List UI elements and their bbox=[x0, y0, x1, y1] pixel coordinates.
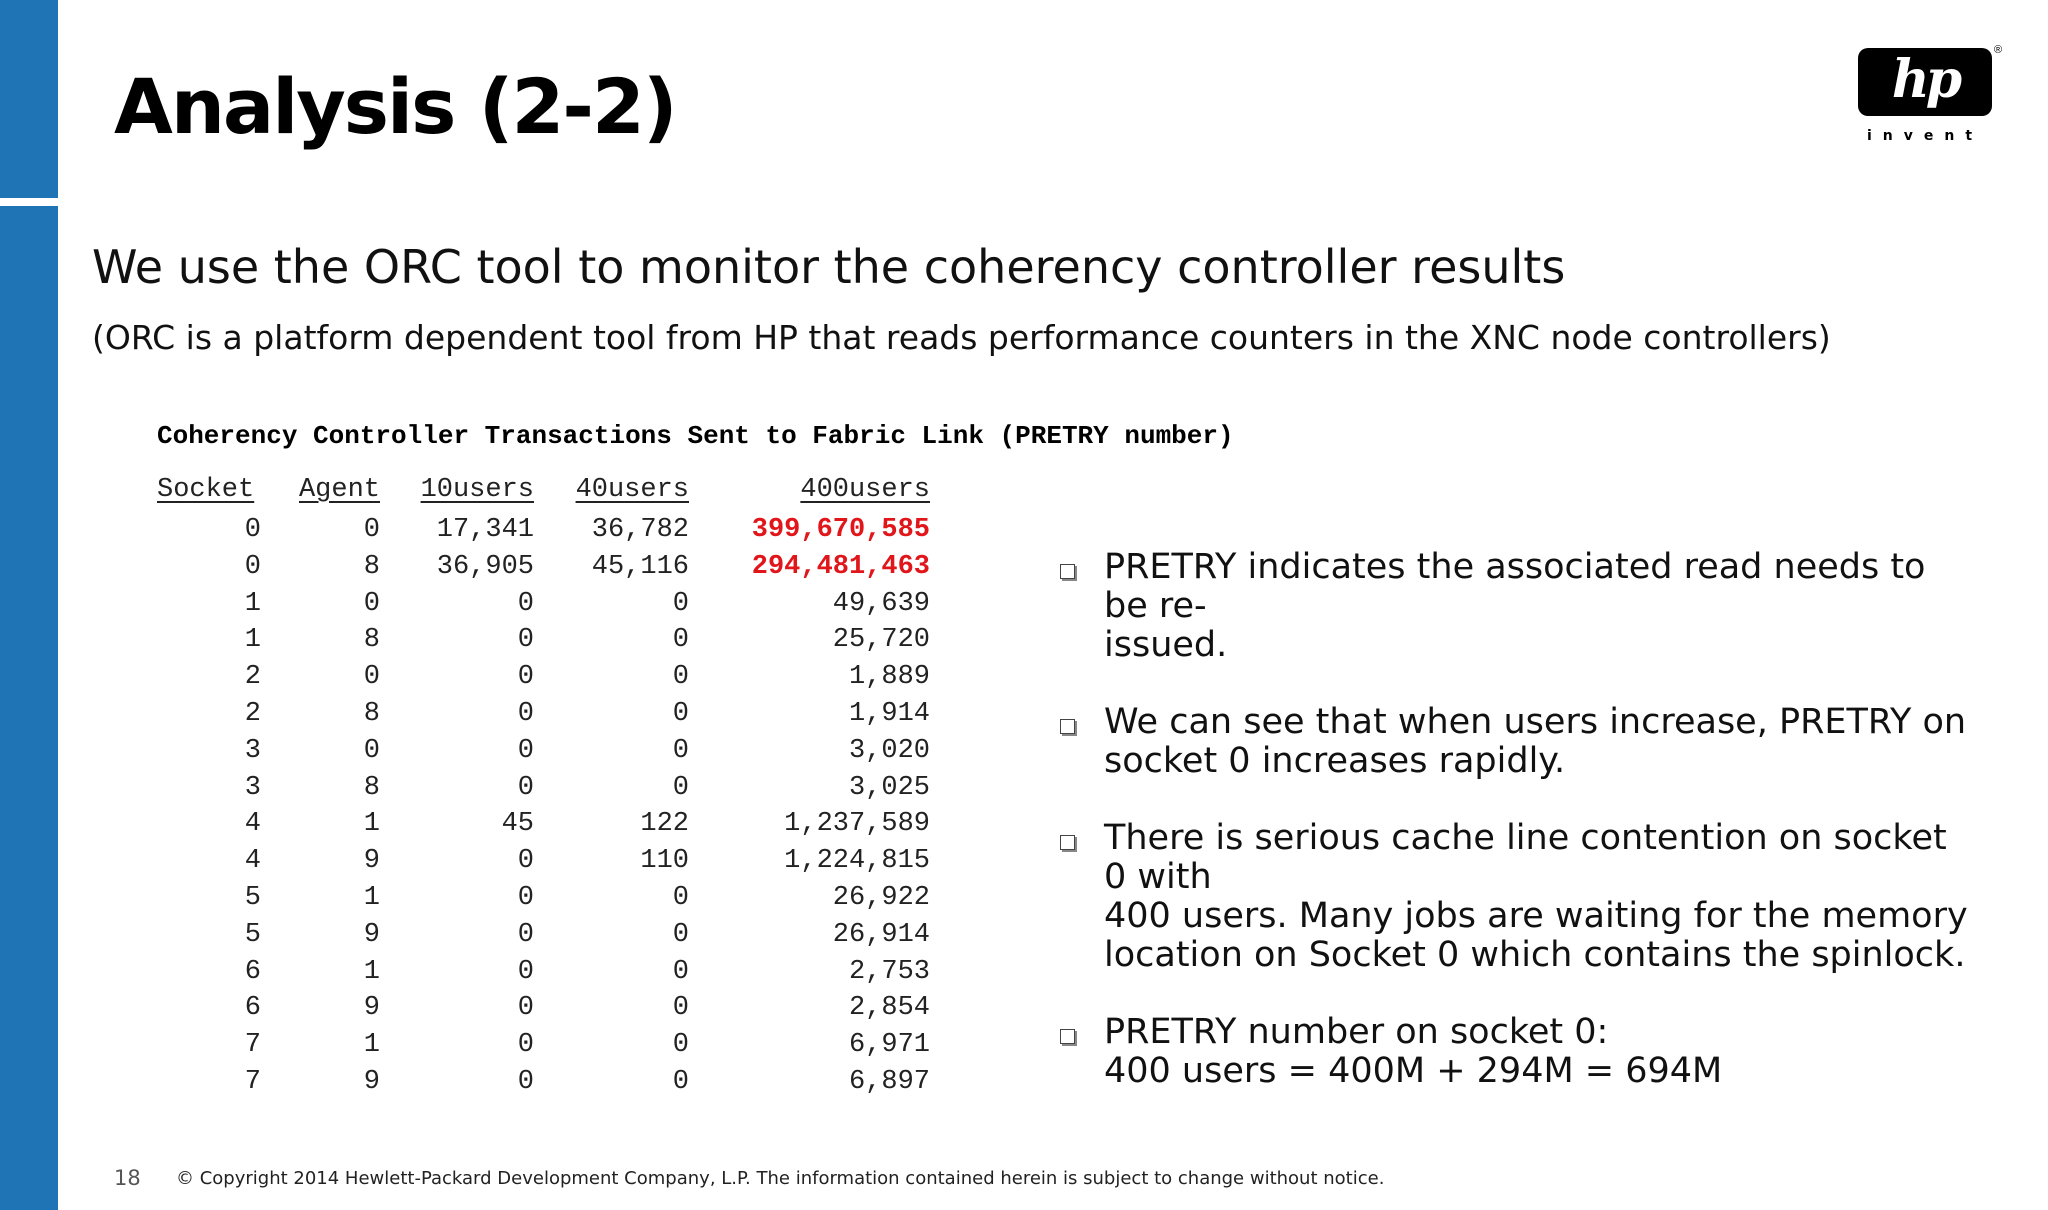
table-cell: 1 bbox=[363, 882, 380, 913]
header-agent: Agent bbox=[298, 475, 380, 505]
table-cell: 1 bbox=[363, 809, 380, 840]
table-cell: 0 bbox=[363, 662, 380, 693]
table-cell: 6,897 bbox=[848, 1066, 930, 1097]
table-cell: 6 bbox=[244, 993, 261, 1024]
table-cell: 26,922 bbox=[832, 882, 930, 913]
table-cell: 0 bbox=[244, 515, 261, 545]
table-cell: 0 bbox=[672, 993, 689, 1024]
checkbox-bullet-icon bbox=[1060, 564, 1075, 579]
table-cell: 0 bbox=[517, 993, 534, 1024]
table-cell: 36,782 bbox=[591, 515, 689, 545]
table-cell: 1,237,589 bbox=[784, 809, 930, 840]
table-cell: 0 bbox=[672, 662, 689, 693]
table-cell: 45,116 bbox=[591, 551, 689, 582]
bullet-line: PRETRY number on socket 0: bbox=[1104, 1012, 1609, 1052]
table-cell: 4 bbox=[244, 809, 261, 840]
table-cell: 0 bbox=[517, 698, 534, 729]
header-400users: 400users bbox=[800, 475, 930, 505]
table-cell: 1,914 bbox=[848, 698, 930, 729]
table-cell: 0 bbox=[517, 919, 534, 950]
hp-logo-registered: ® bbox=[1994, 44, 2003, 56]
table-cell: 0 bbox=[517, 588, 534, 619]
table-cell: 9 bbox=[363, 846, 380, 877]
table-cell: 122 bbox=[640, 809, 689, 840]
table-cell: 0 bbox=[672, 919, 689, 950]
table-cell: 3,025 bbox=[848, 772, 930, 803]
table-cell: 2 bbox=[244, 662, 261, 693]
table-caption: Coherency Controller Transactions Sent to Fabric Link (PRETRY number) bbox=[157, 421, 1234, 451]
bullet-line: location on Socket 0 which contains the spinlock. bbox=[1104, 935, 1966, 975]
bullet-line: PRETRY indicates the associated read needs to be re- bbox=[1104, 547, 1926, 626]
table-cell: 0 bbox=[672, 772, 689, 803]
table-cell: 8 bbox=[363, 625, 380, 656]
table-cell: 25,720 bbox=[832, 625, 930, 656]
table-cell: 4 bbox=[244, 846, 261, 877]
slide-title: Analysis (2-2) bbox=[114, 62, 676, 151]
table-cell: 3 bbox=[244, 772, 261, 803]
table-cell: 8 bbox=[363, 551, 380, 582]
checkbox-bullet-icon bbox=[1060, 719, 1075, 734]
bullet-item bbox=[1060, 1013, 1980, 1091]
table-cell: 6,971 bbox=[848, 1030, 930, 1061]
bullet-line: socket 0 increases rapidly. bbox=[1104, 741, 1566, 781]
table-cell: 399,670,585 bbox=[751, 515, 930, 545]
table-cell: 7 bbox=[244, 1066, 261, 1097]
table-cell: 0 bbox=[672, 956, 689, 987]
table-cell: 0 bbox=[517, 625, 534, 656]
hp-logo-tagline: invent bbox=[1866, 128, 1984, 144]
hp-logo-mark: hp bbox=[1891, 49, 1959, 110]
table-cell: 0 bbox=[672, 1030, 689, 1061]
bullet-line: 400 users = 400M + 294M = 694M bbox=[1104, 1051, 1723, 1091]
accent-bar-side bbox=[0, 206, 58, 1210]
copyright-notice: © Copyright 2014 Hewlett-Packard Development Company, L.P. The information contained herein is subject to change without notice. bbox=[176, 1168, 1385, 1189]
table-cell: 0 bbox=[363, 588, 380, 619]
slide-subtitle: We use the ORC tool to monitor the coherency controller results bbox=[92, 240, 1566, 294]
table-cell: 0 bbox=[517, 882, 534, 913]
bullet-line: 400 users. Many jobs are waiting for the memory bbox=[1104, 896, 1968, 936]
table-cell: 0 bbox=[517, 772, 534, 803]
bullet-line: issued. bbox=[1104, 625, 1228, 665]
checkbox-bullet-icon bbox=[1060, 1029, 1075, 1044]
checkbox-bullet-icon bbox=[1060, 835, 1075, 850]
table-cell: 1 bbox=[363, 1030, 380, 1061]
accent-bar-top bbox=[0, 0, 58, 198]
table-cell: 0 bbox=[517, 1066, 534, 1097]
table-cell: 17,341 bbox=[436, 515, 534, 545]
table-cell: 2 bbox=[244, 698, 261, 729]
table-cell: 0 bbox=[517, 735, 534, 766]
table-cell: 0 bbox=[672, 882, 689, 913]
table-cell: 8 bbox=[363, 698, 380, 729]
table-cell: 0 bbox=[672, 735, 689, 766]
bullet-item bbox=[1060, 703, 1980, 781]
bullet-line: There is serious cache line contention on socket 0 with bbox=[1104, 818, 1947, 897]
table-cell: 2,753 bbox=[848, 956, 930, 987]
table-cell: 3 bbox=[244, 735, 261, 766]
table-cell: 0 bbox=[672, 588, 689, 619]
table-cell: 2,854 bbox=[848, 993, 930, 1024]
slide-subnote: (ORC is a platform dependent tool from HP that reads performance counters in the XNC node controllers) bbox=[92, 318, 1831, 357]
table-cell: 0 bbox=[517, 956, 534, 987]
table-cell: 0 bbox=[672, 698, 689, 729]
header-socket: Socket bbox=[157, 475, 255, 505]
table-cell: 5 bbox=[244, 919, 261, 950]
table-cell: 1,889 bbox=[848, 662, 930, 693]
table-cell: 0 bbox=[517, 846, 534, 877]
table-cell: 0 bbox=[517, 1030, 534, 1061]
table-cell: 9 bbox=[363, 993, 380, 1024]
bullet-line: We can see that when users increase, PRETRY on bbox=[1104, 702, 1967, 742]
table-cell: 1,224,815 bbox=[784, 846, 930, 877]
table-cell: 9 bbox=[363, 1066, 380, 1097]
table-cell: 294,481,463 bbox=[751, 551, 930, 582]
table-cell: 5 bbox=[244, 882, 261, 913]
header-40users: 40users bbox=[575, 475, 689, 505]
table-cell: 45 bbox=[501, 809, 534, 840]
table-cell: 0 bbox=[672, 625, 689, 656]
page-number: 18 bbox=[114, 1166, 141, 1190]
table-cell: 0 bbox=[363, 735, 380, 766]
bullet-list bbox=[1060, 548, 1980, 1129]
table-cell: 110 bbox=[640, 846, 689, 877]
table-cell: 36,905 bbox=[436, 551, 534, 582]
hp-logo bbox=[1858, 44, 2003, 148]
table-cell: 49,639 bbox=[832, 588, 930, 619]
table-cell: 0 bbox=[244, 551, 261, 582]
table-cell: 1 bbox=[244, 588, 261, 619]
table-cell: 9 bbox=[363, 919, 380, 950]
table-cell: 3,020 bbox=[848, 735, 930, 766]
table-cell: 1 bbox=[244, 625, 261, 656]
table-cell: 0 bbox=[363, 515, 380, 545]
table-cell: 6 bbox=[244, 956, 261, 987]
table-cell: 7 bbox=[244, 1030, 261, 1061]
table-cell: 0 bbox=[517, 662, 534, 693]
table-cell: 1 bbox=[363, 956, 380, 987]
table-cell: 8 bbox=[363, 772, 380, 803]
bullet-item bbox=[1060, 819, 1980, 975]
table-cell: 26,914 bbox=[832, 919, 930, 950]
table-cell: 0 bbox=[672, 1066, 689, 1097]
header-10users: 10users bbox=[420, 475, 534, 505]
bullet-item bbox=[1060, 548, 1980, 665]
